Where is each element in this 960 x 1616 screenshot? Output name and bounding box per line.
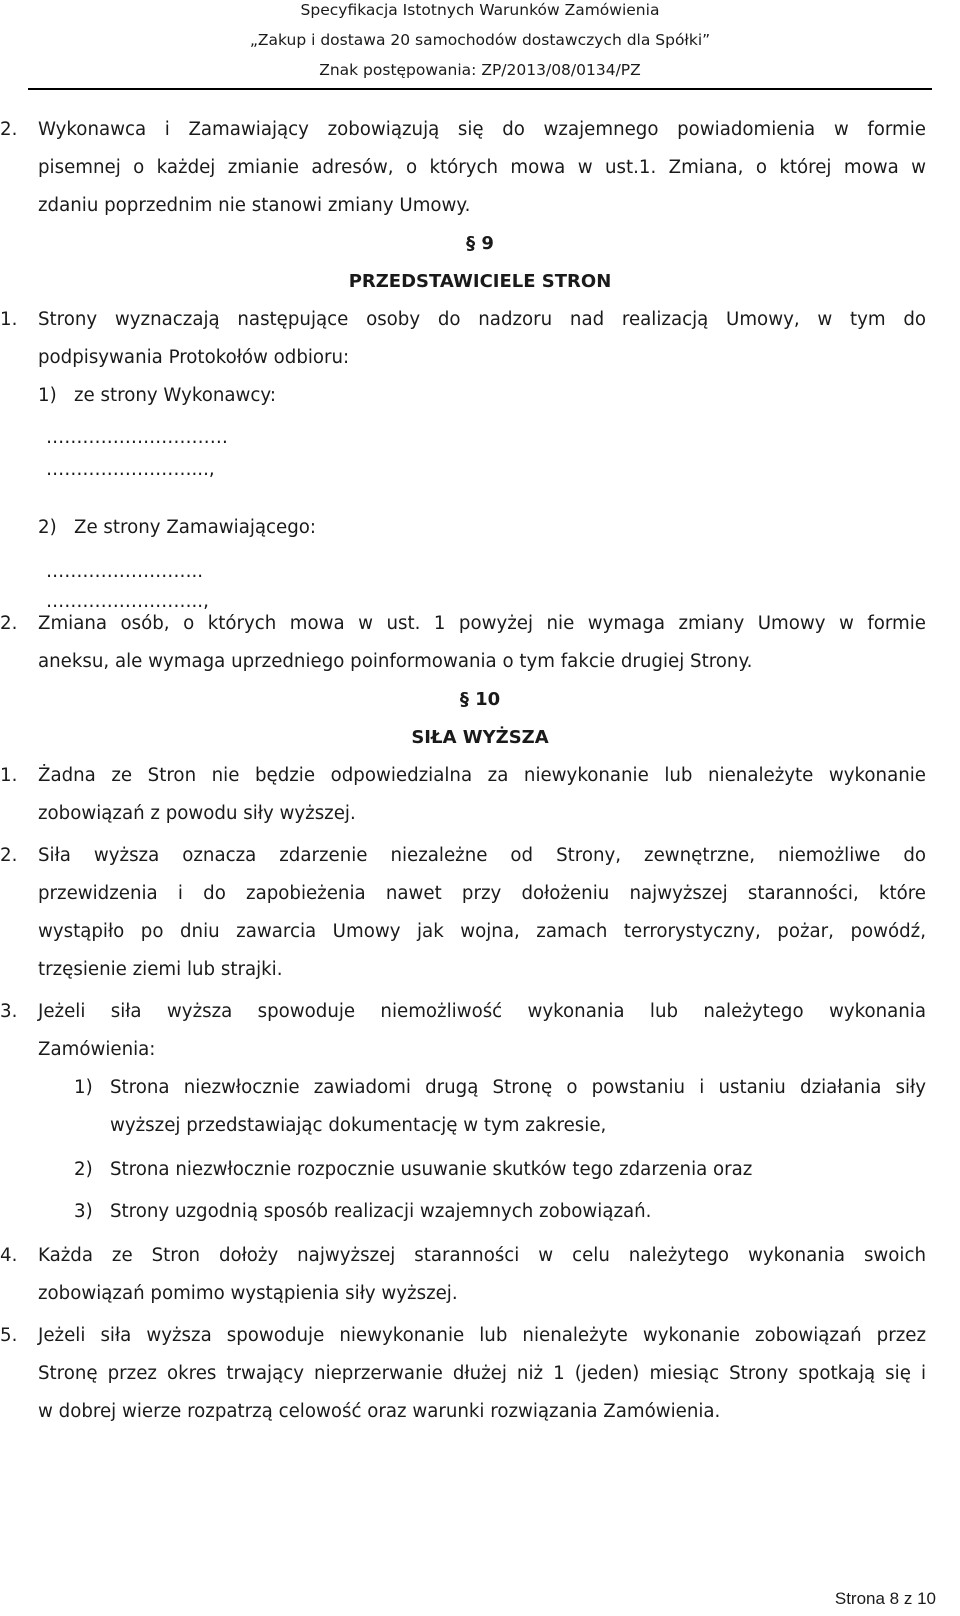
paragraph-number: 3.: [0, 1001, 18, 1022]
section-number: 9: [481, 233, 494, 254]
paragraph-number: 2.: [0, 613, 18, 634]
intro-line: Wykonawca i Zamawiający zobowiązują się do wzajemnego powiadomienia w formie: [38, 119, 926, 140]
section-9-heading: [0, 232, 960, 256]
header-divider: [28, 88, 932, 90]
paragraph-line: podpisywania Protokołów odbioru:: [38, 347, 350, 368]
paragraph-line: Siła wyższa oznacza zdarzenie niezależne od Strony, zewnętrzne, niemożliwe do: [38, 845, 926, 866]
item-text: Strony uzgodnią sposób realizacji wzajemnych zobowiązań.: [110, 1201, 652, 1222]
section-sign: §: [459, 689, 469, 710]
intro-line: zdaniu poprzednim nie stanowi zmiany Umowy.: [38, 195, 471, 216]
item-number: 1): [38, 385, 57, 406]
document-header: [0, 0, 960, 90]
placeholder-dots: ……………………..,: [46, 591, 209, 612]
paragraph-line: Zmiana osób, o których mowa w ust. 1 powyżej nie wymaga zmiany Umowy w formie: [38, 613, 926, 634]
paragraph-number: 4.: [0, 1245, 18, 1266]
item-number: 3): [74, 1201, 93, 1222]
item-line: Strona niezwłocznie zawiadomi drugą Stronę o powstaniu i ustaniu działania siły: [110, 1077, 926, 1098]
item-text: Strona niezwłocznie rozpocznie usuwanie skutków tego zdarzenia oraz: [110, 1159, 753, 1180]
item-number: 1): [74, 1077, 93, 1098]
page-number: Strona 8 z 10: [834, 1589, 936, 1608]
paragraph-number: 2.: [0, 845, 18, 866]
paragraph-line: Żadna ze Stron nie będzie odpowiedzialna za niewykonanie lub nienależyte wykonanie: [38, 765, 926, 786]
paragraph-line: trzęsienie ziemi lub strajki.: [38, 959, 283, 980]
paragraph-line: zobowiązań pomimo wystąpienia siły wyższej.: [38, 1283, 458, 1304]
paragraph-number: 5.: [0, 1325, 18, 1346]
item-text: ze strony Wykonawcy:: [74, 385, 276, 406]
paragraph-number: 1.: [0, 765, 18, 786]
paragraph-line: Jeżeli siła wyższa spowoduje niewykonanie lub nienależyte wykonanie zobowiązań przez: [38, 1325, 926, 1346]
placeholder-dots: …………………………: [46, 427, 228, 448]
item-text: Ze strony Zamawiającego:: [74, 517, 317, 538]
section-9-title: PRZEDSTAWICIELE STRON: [348, 271, 612, 292]
section-10-heading: [0, 688, 960, 712]
paragraph-line: wystąpiło po dniu zawarcia Umowy jak wojna, zamach terrorystyczny, pożar, powódź,: [38, 921, 926, 942]
paragraph-line: Stronę przez okres trwający nieprzerwanie dłużej niż 1 (jeden) miesiąc Strony spotkają się i: [38, 1363, 926, 1384]
item-number: 2): [74, 1159, 93, 1180]
header-case-number: Znak postępowania: ZP/2013/08/0134/PZ: [319, 61, 641, 79]
header-subject: „Zakup i dostawa 20 samochodów dostawczych dla Spółki”: [249, 31, 711, 49]
paragraph-line: aneksu, ale wymaga uprzedniego poinformowania o tym fakcie drugiej Strony.: [38, 651, 753, 672]
paragraph-line: Zamówienia:: [38, 1039, 156, 1060]
paragraph-line: przewidzenia i do zapobieżenia nawet przy dołożeniu najwyższej staranności, które: [38, 883, 926, 904]
section-10-title: SIŁA WYŻSZA: [411, 727, 549, 748]
paragraph-line: Jeżeli siła wyższa spowoduje niemożliwość wykonania lub należytego wykonania: [38, 1001, 926, 1022]
intro-number: 2.: [0, 119, 18, 140]
item-number: 2): [38, 517, 57, 538]
paragraph-line: Każda ze Stron dołoży najwyższej staranności w celu należytego wykonania swoich: [38, 1245, 926, 1266]
header-title: Specyfikacja Istotnych Warunków Zamówienia: [300, 1, 660, 19]
placeholder-dots: ……………………...,: [46, 459, 215, 480]
paragraph-number: 1.: [0, 309, 18, 330]
paragraph-line: Strony wyznaczają następujące osoby do nadzoru nad realizacją Umowy, w tym do: [38, 309, 926, 330]
paragraph-line: w dobrej wierze rozpatrzą celowość oraz warunki rozwiązania Zamówienia.: [38, 1401, 721, 1422]
paragraph-line: zobowiązań z powodu siły wyższej.: [38, 803, 356, 824]
section-sign: §: [466, 233, 476, 254]
placeholder-dots: ……………………..: [46, 561, 204, 582]
item-line: wyższej przedstawiając dokumentację w tym zakresie,: [110, 1115, 607, 1136]
intro-line: pisemnej o każdej zmianie adresów, o których mowa w ust.1. Zmiana, o której mowa w: [38, 157, 926, 178]
section-number: 10: [475, 689, 501, 710]
